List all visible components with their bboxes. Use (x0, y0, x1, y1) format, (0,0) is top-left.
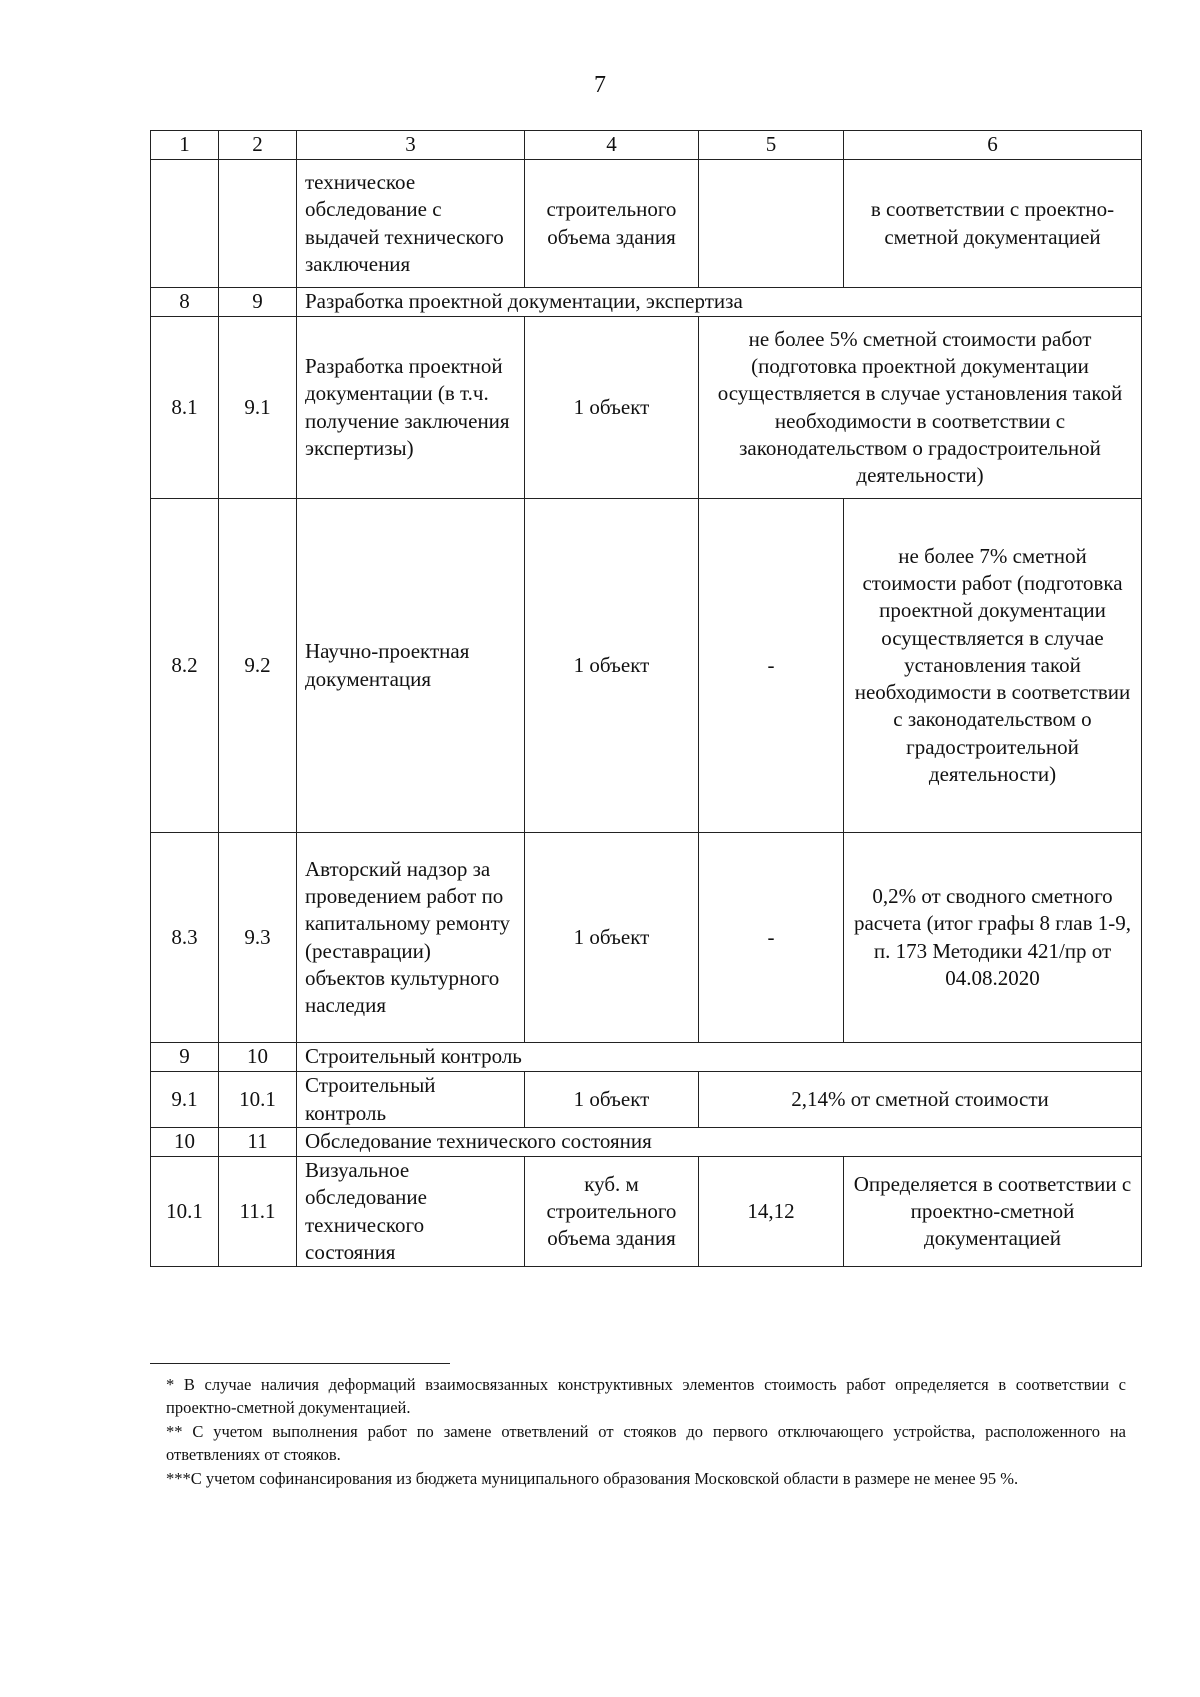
cell-note: 0,2% от сводного сметного расчета (итог графы 8 глав 1-9, п. 173 Методики 421/пр от 04.08.2020 (844, 833, 1142, 1043)
cell-empty (151, 160, 219, 288)
cell-num: 9.1 (151, 1072, 219, 1128)
header-cell: 4 (525, 131, 699, 160)
cell-price: 14,12 (699, 1157, 844, 1267)
section-row (151, 288, 1142, 317)
section-title: Строительный контроль (297, 1043, 1142, 1072)
cell-work-name: Визуальное обследование технического состояния (297, 1157, 525, 1267)
section-title: Обследование технического состояния (297, 1128, 1142, 1157)
cell-num: 9 (219, 288, 297, 317)
cell-num: 8 (151, 288, 219, 317)
cell-num: 8.2 (151, 499, 219, 833)
footnotes (166, 1373, 1126, 1490)
cell-note: 2,14% от сметной стоимости (699, 1072, 1142, 1128)
cell-price: - (699, 499, 844, 833)
cell-work-name: Научно-проектная документация (297, 499, 525, 833)
header-cell: 3 (297, 131, 525, 160)
header-cell: 1 (151, 131, 219, 160)
footnote: ** С учетом выполнения работ по замене ответвлений от стояков до первого отключающего устройства, расположенного на ответвлениях от стояков. (166, 1421, 1126, 1465)
cell-price: - (699, 833, 844, 1043)
cell-work-name: техническое обследование с выдачей технического заключения (297, 160, 525, 288)
cell-unit: 1 объект (525, 499, 699, 833)
cell-note: не более 5% сметной стоимости работ (подготовка проектной документации осуществляется в случае установления такой необходимости в соответствии с законодательством о градостроительной деятельности) (699, 317, 1142, 499)
cell-note: не более 7% сметной стоимости работ (подготовка проектной документации осуществляется в случае установления такой необходимости в соответствии с законодательством о градостроительной деятельности) (844, 499, 1142, 833)
cell-work-name: Строительный контроль (297, 1072, 525, 1128)
footnote: * В случае наличия деформаций взаимосвязанных конструктивных элементов стоимость работ определяется в соответствии с проектно-сметной документацией. (166, 1375, 1126, 1418)
cell-empty (219, 160, 297, 288)
cell-num: 9.1 (219, 317, 297, 499)
cell-num: 9.2 (219, 499, 297, 833)
cell-note: Определяется в соответствии с проектно-сметной документацией (844, 1157, 1142, 1267)
cell-unit: 1 объект (525, 317, 699, 499)
header-cell: 5 (699, 131, 844, 160)
pricing-table (150, 130, 1142, 1267)
cell-num: 10 (151, 1128, 219, 1157)
cell-num: 8.3 (151, 833, 219, 1043)
cell-work-name: Разработка проектной документации (в т.ч. получение заключения экспертизы) (297, 317, 525, 499)
cell-unit: 1 объект (525, 833, 699, 1043)
cell-num: 9.3 (219, 833, 297, 1043)
cell-num: 10.1 (151, 1157, 219, 1267)
cell-num: 9 (151, 1043, 219, 1072)
page-number: 7 (594, 72, 606, 98)
cell-unit: 1 объект (525, 1072, 699, 1128)
cell-num: 8.1 (151, 317, 219, 499)
table-row (151, 1072, 1142, 1128)
footnote-separator (150, 1363, 450, 1364)
section-row (151, 1128, 1142, 1157)
section-row (151, 1043, 1142, 1072)
cell-unit: куб. м строительного объема здания (525, 1157, 699, 1267)
header-cell: 2 (219, 131, 297, 160)
cell-note: в соответствии с проектно-сметной документацией (844, 160, 1142, 288)
table-row (151, 317, 1142, 499)
cell-work-name: Авторский надзор за проведением работ по капитальному ремонту (реставрации) объектов культурного наследия (297, 833, 525, 1043)
table-row (151, 833, 1142, 1043)
cell-num: 10 (219, 1043, 297, 1072)
table-row (151, 160, 1142, 288)
footnote: ***С учетом софинансирования из бюджета муниципального образования Московской области в размере не менее 95 %. (166, 1468, 1019, 1488)
section-title: Разработка проектной документации, экспертиза (297, 288, 1142, 317)
cell-unit: строительного объема здания (525, 160, 699, 288)
table-row (151, 1157, 1142, 1267)
cell-num: 11 (219, 1128, 297, 1157)
cell-num: 10.1 (219, 1072, 297, 1128)
table-header-row (151, 131, 1142, 160)
header-cell: 6 (844, 131, 1142, 160)
cell-price (699, 160, 844, 288)
table-row (151, 499, 1142, 833)
cell-num: 11.1 (219, 1157, 297, 1267)
